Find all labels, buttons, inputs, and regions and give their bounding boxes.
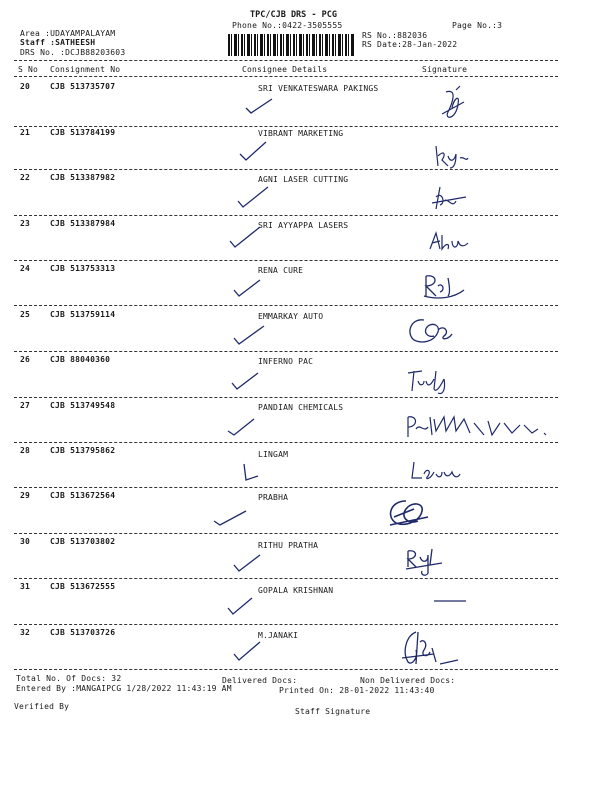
- signature-image: [402, 543, 448, 579]
- check-mark: [228, 225, 262, 249]
- row-sno: 28: [20, 446, 31, 455]
- row-sno: 27: [20, 401, 31, 410]
- signature-image: [392, 628, 462, 670]
- drs-number: DRS No. :DCJB88203603: [20, 48, 126, 57]
- divider: [14, 76, 558, 77]
- row-consignee: SRI VENKATESWARA PAKINGS: [258, 84, 379, 93]
- check-mark: [232, 322, 266, 346]
- table-row: [0, 310, 600, 356]
- rs-date: RS Date:28-Jan-2022: [362, 40, 458, 49]
- row-consignee: GOPALA KRISHNAN: [258, 586, 334, 595]
- barcode-image: [228, 34, 354, 56]
- divider: [14, 215, 558, 216]
- signature-image: [408, 456, 464, 482]
- rs-number: RS No.:882036: [362, 31, 428, 40]
- signature-image: [432, 140, 472, 170]
- table-row: [0, 82, 600, 128]
- area: Area :UDAYAMPALAYAM: [20, 29, 116, 38]
- row-consignment: CJB 513672564: [50, 491, 116, 500]
- divider: [14, 487, 558, 488]
- check-mark: [226, 415, 256, 437]
- check-mark: [212, 503, 248, 527]
- row-consignment: CJB 513749548: [50, 401, 116, 410]
- row-sno: 22: [20, 173, 31, 182]
- row-sno: 21: [20, 128, 31, 137]
- signature-image: [426, 229, 472, 255]
- row-sno: 31: [20, 582, 31, 591]
- divider: [14, 126, 558, 127]
- col-consignment: Consignment No: [50, 65, 121, 74]
- row-consignee: PANDIAN CHEMICALS: [258, 403, 344, 412]
- row-consignment: CJB 513387982: [50, 173, 116, 182]
- check-mark: [232, 276, 262, 298]
- row-sno: 25: [20, 310, 31, 319]
- signature-image: [432, 596, 468, 606]
- col-signature: Signature: [422, 65, 468, 74]
- row-consignee: LINGAM: [258, 450, 289, 459]
- signature-image: [384, 495, 434, 531]
- row-sno: 30: [20, 537, 31, 546]
- divider: [14, 578, 558, 579]
- staff: Staff :SATHEESH: [20, 38, 96, 47]
- entered-by: Entered By :MANGAIPCG 1/28/2022 11:43:19 AM: [16, 684, 232, 693]
- divider: [14, 351, 558, 352]
- row-consignee: M.JANAKI: [258, 631, 299, 640]
- divider: [14, 397, 558, 398]
- row-consignment: CJB 513703802: [50, 537, 116, 546]
- row-sno: 24: [20, 264, 31, 273]
- staff-signature: Staff Signature: [295, 707, 371, 716]
- row-sno: 32: [20, 628, 31, 637]
- row-consignee: RITHU PRATHA: [258, 541, 319, 550]
- divider: [14, 442, 558, 443]
- verified-by: Verified By: [14, 702, 70, 711]
- divider: [14, 260, 558, 261]
- check-mark: [236, 185, 270, 209]
- table-row: [0, 173, 600, 219]
- signature-image: [438, 84, 468, 124]
- signature-image: [404, 409, 554, 443]
- divider: [14, 624, 558, 625]
- row-consignee: RENA CURE: [258, 266, 304, 275]
- signature-image: [430, 183, 470, 213]
- row-consignee: SRI AYYAPPA LASERS: [258, 221, 349, 230]
- row-consignee: EMMARKAY AUTO: [258, 312, 324, 321]
- row-consignment: CJB 513672555: [50, 582, 116, 591]
- row-consignment: CJB 513703726: [50, 628, 116, 637]
- check-mark: [244, 96, 274, 116]
- row-consignee: VIBRANT MARKETING: [258, 129, 344, 138]
- divider: [14, 669, 558, 670]
- row-consignment: CJB 513735707: [50, 82, 116, 91]
- check-mark: [240, 460, 262, 482]
- table-row: [0, 355, 600, 401]
- doc-title: TPC/CJB DRS - PCG: [250, 10, 337, 20]
- divider: [14, 169, 558, 170]
- non-delivered-docs: Non Delivered Docs:: [360, 676, 456, 685]
- check-mark: [226, 594, 254, 616]
- row-consignment: CJB 513759114: [50, 310, 116, 319]
- check-mark: [238, 140, 268, 164]
- signature-image: [404, 365, 454, 395]
- table-row: [0, 582, 600, 628]
- table-row: [0, 128, 600, 174]
- row-consignment: CJB 513795862: [50, 446, 116, 455]
- table-row: [0, 491, 600, 537]
- table-row: [0, 446, 600, 492]
- check-mark: [230, 369, 260, 391]
- table-row: [0, 537, 600, 583]
- row-sno: 23: [20, 219, 31, 228]
- row-consignee: INFERNO PAC: [258, 357, 314, 366]
- page-number: Page No.:3: [452, 21, 503, 30]
- col-consignee: Consignee Details: [242, 65, 328, 74]
- row-consignee: PRABHA: [258, 493, 289, 502]
- divider: [14, 305, 558, 306]
- row-sno: 20: [20, 82, 31, 91]
- table-row: [0, 401, 600, 447]
- table-row: [0, 219, 600, 265]
- total-docs: Total No. Of Docs: 32: [16, 674, 122, 683]
- printed-on: Printed On: 28-01-2022 11:43:40: [279, 686, 435, 695]
- phone-number: Phone No.:0422-3505555: [232, 21, 343, 30]
- delivered-docs: Delivered Docs:: [222, 676, 298, 685]
- col-sno: S No: [18, 65, 39, 74]
- row-consignee: AGNI LASER CUTTING: [258, 175, 349, 184]
- divider: [14, 60, 558, 61]
- row-consignment: CJB 513387984: [50, 219, 116, 228]
- divider: [14, 533, 558, 534]
- row-consignment: CJB 513784199: [50, 128, 116, 137]
- row-consignment: CJB 513753313: [50, 264, 116, 273]
- table-row: [0, 264, 600, 310]
- row-consignment: CJB 88040360: [50, 355, 111, 364]
- table-row: [0, 628, 600, 674]
- signature-image: [420, 270, 468, 300]
- signature-image: [404, 314, 456, 346]
- row-sno: 26: [20, 355, 31, 364]
- row-sno: 29: [20, 491, 31, 500]
- check-mark: [232, 551, 262, 573]
- check-mark: [232, 638, 262, 662]
